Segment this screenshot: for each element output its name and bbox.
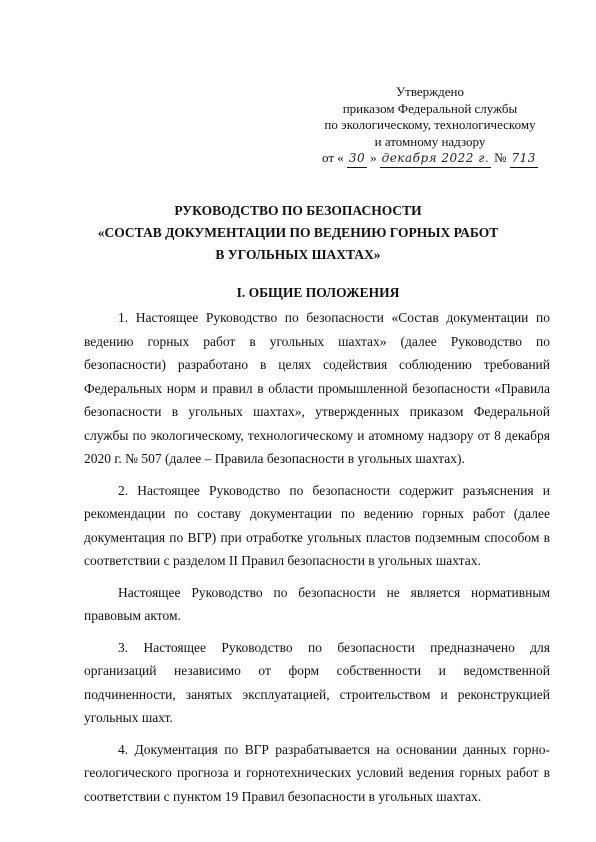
date-mid: »	[370, 150, 377, 165]
approval-line-4: и атомному надзору	[374, 133, 486, 149]
date-month-year: декабря 2022 г.	[380, 150, 492, 168]
approval-date-line	[300, 150, 560, 168]
title-line-3: В УГОЛЬНЫХ ШАХТАХ»	[215, 247, 381, 262]
document-title	[40, 200, 556, 266]
section-heading: I. ОБЩИЕ ПОЛОЖЕНИЯ	[236, 285, 400, 300]
paragraph-5: 4. Документация по ВГР разрабатывается на основании данных горно-геологического прогноза и горнотехнических условий ведения горных работ в соответствии с пунктом 19 Правил безопасности в угольных шахтах.	[84, 741, 550, 804]
number-prefix: №	[494, 150, 507, 165]
paragraph-3: Настоящее Руководство по безопасности не является нормативным правовым актом.	[84, 584, 550, 623]
date-prefix: от «	[322, 150, 344, 165]
order-number: 713	[510, 150, 538, 168]
approval-stamp	[300, 84, 560, 168]
approval-line-2: приказом Федеральной службы	[342, 100, 518, 116]
paragraph-1: 1. Настоящее Руководство по безопасности «Состав документации по ведению горных работ в угольных шахтах» (далее Руководство по безопасности) разработано в целях содействия соблюдению требований Федеральных норм и правил в области промышленной безопасности «Правила безопасности в угольных шахтах», утвержденных приказом Федеральной службы по экологическому, технологическому и атомному надзору от 8 декабря 2020 г. № 507 (далее – Правила безопасности в угольных шахтах).	[84, 310, 550, 466]
title-line-2: «СОСТАВ ДОКУМЕНТАЦИИ ПО ВЕДЕНИЮ ГОРНЫХ РАБОТ	[97, 225, 499, 240]
paragraph-2: 2. Настоящее Руководство по безопасности содержит разъяснения и рекомендации по составу документации по ведению горных работ (далее документация по ВГР) при отработке угольных пластов подземным способом в соответствии с разделом II Правил безопасности в угольных шахтах.	[84, 482, 550, 568]
approval-line-3: по экологическому, технологическому	[324, 117, 536, 132]
date-day: 30	[347, 150, 367, 168]
title-line-1: РУКОВОДСТВО ПО БЕЗОПАСНОСТИ	[174, 203, 422, 218]
paragraph-4: 3. Настоящее Руководство по безопасности предназначено для организаций независимо от форм собственности и ведомственной подчиненности, занятых эксплуатацией, строительством и реконструкцией угольных шахт.	[84, 639, 550, 725]
body-text	[84, 306, 550, 816]
approval-line-1: Утверждено	[395, 84, 465, 99]
